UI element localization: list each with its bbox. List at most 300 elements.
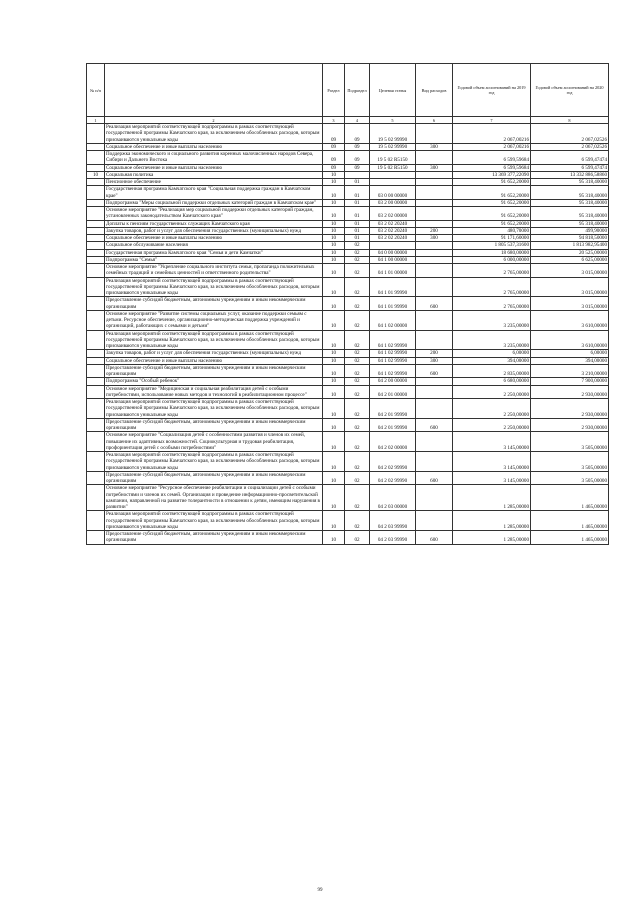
page-number: 99 — [317, 888, 323, 893]
cell-podrazdel: 02 — [345, 531, 370, 545]
cell-expense-type — [416, 385, 453, 399]
header-target-article: Целевая статья — [370, 64, 416, 117]
cell-razdel: 10 — [323, 399, 345, 419]
cell-number — [87, 378, 105, 385]
cell-target-article: 04 1 01 99990 — [370, 297, 416, 311]
table-row — [87, 330, 609, 350]
cell-number — [87, 297, 105, 311]
cell-name: Социальное обеспечение и иные выплаты населению — [105, 235, 323, 242]
cell-number — [87, 418, 105, 432]
cell-amount-2019: 3 235,00000 — [453, 330, 531, 350]
cell-razdel: 10 — [323, 199, 345, 206]
cell-expense-type — [416, 277, 453, 297]
cell-number — [87, 432, 105, 452]
cell-podrazdel: 02 — [345, 418, 370, 432]
cell-podrazdel: 02 — [345, 485, 370, 511]
cell-amount-2019: 91 652,20000 — [453, 220, 531, 227]
cell-amount-2020: 3 505,00000 — [531, 471, 609, 485]
table-row — [87, 432, 609, 452]
cell-target-article: 19 5 02 R5150 — [370, 164, 416, 171]
cell-number — [87, 364, 105, 378]
cell-number — [87, 385, 105, 399]
header-no: № п/п — [87, 64, 105, 117]
cell-expense-type: 600 — [416, 297, 453, 311]
cell-razdel: 09 — [323, 143, 345, 150]
cell-amount-2019: 3 145,00000 — [453, 471, 531, 485]
table-row — [87, 164, 609, 171]
cell-expense-type — [416, 485, 453, 511]
cell-number — [87, 124, 105, 144]
column-number: 8 — [531, 117, 609, 124]
table-row — [87, 124, 609, 144]
table-row — [87, 171, 609, 178]
cell-name: Социальное обеспечение и иные выплаты населению — [105, 357, 323, 364]
cell-expense-type — [416, 207, 453, 221]
cell-amount-2020: 3 015,00000 — [531, 264, 609, 278]
cell-expense-type — [416, 171, 453, 178]
cell-amount-2020: 3 505,00000 — [531, 452, 609, 472]
cell-target-article: 03 2 00 00000 — [370, 199, 416, 206]
table-row — [87, 179, 609, 186]
cell-podrazdel: 02 — [345, 310, 370, 330]
cell-amount-2020: 6,00000 — [531, 350, 609, 357]
cell-target-article: 04 1 02 99990 — [370, 350, 416, 357]
cell-podrazdel: 02 — [345, 249, 370, 256]
cell-amount-2019: 6 000,00000 — [453, 256, 531, 263]
cell-expense-type: 200 — [416, 350, 453, 357]
cell-razdel: 10 — [323, 235, 345, 242]
table-row — [87, 399, 609, 419]
cell-target-article: 03 2 02 20240 — [370, 220, 416, 227]
column-number-row — [87, 117, 609, 124]
cell-amount-2020: 3 505,00000 — [531, 432, 609, 452]
cell-target-article: 19 5 02 99990 — [370, 124, 416, 144]
cell-razdel: 10 — [323, 256, 345, 263]
cell-amount-2020: 2 930,00000 — [531, 399, 609, 419]
cell-expense-type — [416, 151, 453, 165]
column-number: 3 — [323, 117, 345, 124]
cell-razdel: 10 — [323, 310, 345, 330]
cell-number — [87, 143, 105, 150]
cell-expense-type — [416, 220, 453, 227]
cell-name: Основное мероприятие "Реализация мер социальной поддержки отдельных категорий граждан, установленных законодательством Камчатского края" — [105, 207, 323, 221]
cell-name: Подпрограмма "Меры социальной поддержки отдельных категорий граждан в Камчатском крае" — [105, 199, 323, 206]
cell-expense-type — [416, 399, 453, 419]
cell-expense-type: 600 — [416, 364, 453, 378]
table-row — [87, 350, 609, 357]
cell-name: Социальное обслуживание населения — [105, 242, 323, 249]
cell-number — [87, 471, 105, 485]
cell-number — [87, 452, 105, 472]
cell-number — [87, 485, 105, 511]
cell-amount-2019: 91 652,20000 — [453, 207, 531, 221]
table-row — [87, 297, 609, 311]
cell-name: Закупка товаров, работ и услуг для обеспечения государственных (муниципальных) нужд — [105, 227, 323, 234]
cell-number — [87, 357, 105, 364]
cell-target-article — [370, 179, 416, 186]
cell-target-article — [370, 171, 416, 178]
cell-name: Основное мероприятие "Укрепление социального института семьи, пропаганда положительных семейных традиций и семейных ценностей и ответственного родительства" — [105, 264, 323, 278]
cell-amount-2019: 2 067,00216 — [453, 124, 531, 144]
cell-target-article: 04 2 03 99990 — [370, 531, 416, 545]
cell-name: Предоставление субсидий бюджетным, автономным учреждениям и иным некоммерческим организациям — [105, 418, 323, 432]
cell-number — [87, 242, 105, 249]
cell-amount-2019: 6 599,59684 — [453, 151, 531, 165]
cell-name: Доплаты к пенсиям государственных служащих Камчатского края — [105, 220, 323, 227]
cell-amount-2019: 2 250,00000 — [453, 399, 531, 419]
cell-name: Реализация мероприятий соответствующей подпрограммы в рамках соответствующей государственной программы Камчатского края, за исключением обособленных расходов, которым присваиваются уникальные коды — [105, 277, 323, 297]
table-row — [87, 186, 609, 200]
cell-amount-2020: 2 930,00000 — [531, 418, 609, 432]
cell-amount-2020: 3 210,00000 — [531, 364, 609, 378]
cell-number — [87, 249, 105, 256]
cell-name: Реализация мероприятий соответствующей подпрограммы в рамках соответствующей государственной программы Камчатского края, за исключением обособленных расходов, которым присваиваются уникальные коды — [105, 330, 323, 350]
table-row — [87, 531, 609, 545]
cell-expense-type — [416, 179, 453, 186]
cell-amount-2019: 2 835,00000 — [453, 364, 531, 378]
cell-name: Основное мероприятие "Развитие системы социальных услуг, оказание поддержки семьям с детьми. Ресурсное обеспечение, организационно-методическая поддержка учреждений и организаций, работающих с семьями и детьми" — [105, 310, 323, 330]
table-row — [87, 235, 609, 242]
cell-amount-2019: 91 652,20000 — [453, 179, 531, 186]
cell-name: Основное мероприятие "Медицинская и социальная реабилитация детей с особыми потребностями, использование новых методов и технологий в реабилитационном процессе" — [105, 385, 323, 399]
cell-expense-type — [416, 310, 453, 330]
cell-target-article: 04 2 00 00000 — [370, 378, 416, 385]
cell-podrazdel: 02 — [345, 277, 370, 297]
cell-razdel: 10 — [323, 432, 345, 452]
cell-number — [87, 207, 105, 221]
cell-name: Реализация мероприятий соответствующей подпрограммы в рамках соответствующей государственной программы Камчатского края, за исключением обособленных расходов, которым присваиваются уникальные коды — [105, 124, 323, 144]
table-row — [87, 471, 609, 485]
cell-razdel: 10 — [323, 350, 345, 357]
cell-number — [87, 310, 105, 330]
cell-podrazdel: 02 — [345, 330, 370, 350]
cell-name: Предоставление субсидий бюджетным, автономным учреждениям и иным некоммерческим организациям — [105, 297, 323, 311]
cell-podrazdel: 01 — [345, 186, 370, 200]
cell-razdel: 10 — [323, 220, 345, 227]
cell-name: Подпрограмма "Семья" — [105, 256, 323, 263]
cell-amount-2020: 13 332 886,58860 — [531, 171, 609, 178]
table-row — [87, 264, 609, 278]
cell-expense-type — [416, 256, 453, 263]
cell-expense-type: 300 — [416, 357, 453, 364]
cell-amount-2020: 2 930,00000 — [531, 385, 609, 399]
cell-podrazdel: 01 — [345, 199, 370, 206]
cell-razdel: 10 — [323, 452, 345, 472]
cell-podrazdel: 09 — [345, 164, 370, 171]
table-row — [87, 207, 609, 221]
cell-podrazdel: 02 — [345, 399, 370, 419]
cell-razdel: 10 — [323, 249, 345, 256]
cell-expense-type — [416, 249, 453, 256]
cell-razdel: 10 — [323, 297, 345, 311]
cell-amount-2020: 1 465,00000 — [531, 531, 609, 545]
cell-amount-2020: 2 067,02526 — [531, 143, 609, 150]
cell-target-article: 04 1 01 00000 — [370, 264, 416, 278]
cell-number — [87, 179, 105, 186]
cell-target-article: 04 0 00 00000 — [370, 249, 416, 256]
table-row — [87, 143, 609, 150]
cell-amount-2020: 7 900,00000 — [531, 378, 609, 385]
cell-razdel: 10 — [323, 171, 345, 178]
cell-amount-2019: 91 652,20000 — [453, 199, 531, 206]
cell-amount-2020: 95 318,40000 — [531, 179, 609, 186]
cell-expense-type — [416, 452, 453, 472]
cell-amount-2019: 1 285,00000 — [453, 485, 531, 511]
cell-amount-2020: 6 599,47474 — [531, 151, 609, 165]
cell-number: 10 — [87, 171, 105, 178]
cell-amount-2020: 1 813 982,95400 — [531, 242, 609, 249]
cell-name: Реализация мероприятий соответствующей подпрограммы в рамках соответствующей государственной программы Камчатского края, за исключением обособленных расходов, которым присваиваются уникальные коды — [105, 511, 323, 531]
cell-name: Реализация мероприятий соответствующей подпрограммы в рамках соответствующей государственной программы Камчатского края, за исключением обособленных расходов, которым присваиваются уникальные коды — [105, 399, 323, 419]
cell-number — [87, 350, 105, 357]
cell-podrazdel: 02 — [345, 297, 370, 311]
cell-target-article: 04 1 02 00000 — [370, 310, 416, 330]
cell-podrazdel: 02 — [345, 432, 370, 452]
column-number: 2 — [105, 117, 323, 124]
cell-amount-2020: 3 015,00000 — [531, 277, 609, 297]
cell-razdel: 10 — [323, 471, 345, 485]
cell-amount-2019: 1 285,00000 — [453, 511, 531, 531]
cell-razdel: 10 — [323, 418, 345, 432]
cell-amount-2019: 91 171,60000 — [453, 235, 531, 242]
cell-number — [87, 256, 105, 263]
cell-amount-2020: 1 465,00000 — [531, 511, 609, 531]
cell-amount-2020: 20 525,00000 — [531, 249, 609, 256]
cell-amount-2020: 499,90000 — [531, 227, 609, 234]
cell-name: Предоставление субсидий бюджетным, автономным учреждениям и иным некоммерческим организациям — [105, 471, 323, 485]
cell-razdel: 10 — [323, 485, 345, 511]
cell-amount-2020: 3 015,00000 — [531, 297, 609, 311]
cell-number — [87, 235, 105, 242]
cell-name: Социальное обеспечение и иные выплаты населению — [105, 164, 323, 171]
cell-target-article: 04 1 02 99990 — [370, 330, 416, 350]
table-row — [87, 364, 609, 378]
cell-podrazdel: 02 — [345, 256, 370, 263]
budget-sheet — [86, 63, 608, 545]
cell-razdel: 10 — [323, 330, 345, 350]
cell-expense-type — [416, 242, 453, 249]
cell-expense-type — [416, 199, 453, 206]
cell-podrazdel: 01 — [345, 227, 370, 234]
cell-amount-2019: 3 145,00000 — [453, 432, 531, 452]
cell-razdel: 09 — [323, 164, 345, 171]
cell-amount-2019: 13 369 377,22090 — [453, 171, 531, 178]
cell-razdel: 10 — [323, 179, 345, 186]
cell-amount-2019: 6 599,59684 — [453, 164, 531, 171]
header-podrazdel: Подраздел — [345, 64, 370, 117]
table-row — [87, 511, 609, 531]
cell-podrazdel: 02 — [345, 385, 370, 399]
table-row — [87, 227, 609, 234]
cell-target-article: 19 5 02 R5150 — [370, 151, 416, 165]
header-razdel: Раздел — [323, 64, 345, 117]
table-row — [87, 220, 609, 227]
cell-podrazdel: 01 — [345, 207, 370, 221]
cell-expense-type — [416, 511, 453, 531]
cell-podrazdel: 02 — [345, 242, 370, 249]
cell-amount-2019: 18 680,00000 — [453, 249, 531, 256]
table-row — [87, 385, 609, 399]
cell-amount-2020: 6 599,47474 — [531, 164, 609, 171]
cell-amount-2020: 1 465,00000 — [531, 485, 609, 511]
cell-expense-type: 600 — [416, 471, 453, 485]
table-body — [87, 124, 609, 545]
cell-name: Закупка товаров, работ и услуг для обеспечения государственных (муниципальных) нужд — [105, 350, 323, 357]
cell-target-article: 03 2 02 20240 — [370, 227, 416, 234]
cell-razdel: 09 — [323, 151, 345, 165]
cell-number — [87, 227, 105, 234]
column-number: 5 — [370, 117, 416, 124]
cell-target-article: 04 2 02 00000 — [370, 432, 416, 452]
cell-razdel: 10 — [323, 364, 345, 378]
table-row — [87, 378, 609, 385]
cell-podrazdel: 02 — [345, 364, 370, 378]
cell-amount-2020: 3 610,00000 — [531, 310, 609, 330]
table-row — [87, 418, 609, 432]
header-expense-type: Вид расходов — [416, 64, 453, 117]
cell-target-article: 04 2 02 99990 — [370, 471, 416, 485]
table-row — [87, 357, 609, 364]
cell-amount-2019: 394,00000 — [453, 357, 531, 364]
cell-expense-type — [416, 264, 453, 278]
cell-razdel: 10 — [323, 227, 345, 234]
cell-name: Пенсионное обеспечение — [105, 179, 323, 186]
cell-expense-type: 600 — [416, 418, 453, 432]
column-number: 1 — [87, 117, 105, 124]
cell-number — [87, 151, 105, 165]
cell-target-article: 04 1 02 99990 — [370, 357, 416, 364]
cell-target-article: 03 0 00 00000 — [370, 186, 416, 200]
budget-table — [86, 63, 609, 545]
cell-target-article: 04 1 00 00000 — [370, 256, 416, 263]
cell-podrazdel: 02 — [345, 350, 370, 357]
cell-expense-type: 300 — [416, 164, 453, 171]
cell-razdel: 09 — [323, 124, 345, 144]
cell-name: Подпрограмма "Особый ребенок" — [105, 378, 323, 385]
cell-amount-2019: 2 067,00216 — [453, 143, 531, 150]
table-row — [87, 199, 609, 206]
cell-razdel: 10 — [323, 207, 345, 221]
cell-amount-2020: 95 318,40000 — [531, 199, 609, 206]
cell-target-article: 04 2 01 00000 — [370, 385, 416, 399]
header-row — [87, 64, 609, 117]
cell-number — [87, 511, 105, 531]
cell-number — [87, 277, 105, 297]
cell-number — [87, 220, 105, 227]
cell-target-article: 04 2 02 99990 — [370, 452, 416, 472]
cell-target-article: 04 2 01 99990 — [370, 418, 416, 432]
cell-name: Предоставление субсидий бюджетным, автономным учреждениям и иным некоммерческим организациям — [105, 531, 323, 545]
cell-amount-2019: 2 765,00000 — [453, 264, 531, 278]
cell-number — [87, 164, 105, 171]
cell-amount-2020: 95 318,40000 — [531, 186, 609, 200]
cell-number — [87, 399, 105, 419]
cell-razdel: 10 — [323, 186, 345, 200]
cell-amount-2020: 95 318,40000 — [531, 220, 609, 227]
cell-podrazdel: 09 — [345, 143, 370, 150]
cell-target-article: 03 2 02 00000 — [370, 207, 416, 221]
cell-razdel: 10 — [323, 385, 345, 399]
cell-name: Реализация мероприятий соответствующей подпрограммы в рамках соответствующей государственной программы Камчатского края, за исключением обособленных расходов, которым присваиваются уникальные коды — [105, 452, 323, 472]
cell-podrazdel: 02 — [345, 378, 370, 385]
cell-name: Социальное обеспечение и иные выплаты населению — [105, 143, 323, 150]
cell-razdel: 10 — [323, 378, 345, 385]
table-row — [87, 277, 609, 297]
cell-target-article: 19 5 02 99990 — [370, 143, 416, 150]
cell-expense-type — [416, 124, 453, 144]
cell-amount-2019: 2 250,00000 — [453, 418, 531, 432]
column-number: 7 — [453, 117, 531, 124]
cell-amount-2019: 6 680,00000 — [453, 378, 531, 385]
cell-razdel: 10 — [323, 242, 345, 249]
cell-expense-type — [416, 378, 453, 385]
cell-razdel: 10 — [323, 357, 345, 364]
cell-number — [87, 330, 105, 350]
cell-target-article: 04 2 03 00000 — [370, 485, 416, 511]
cell-amount-2020: 3 610,00000 — [531, 330, 609, 350]
cell-amount-2019: 2 765,00000 — [453, 277, 531, 297]
cell-razdel: 10 — [323, 531, 345, 545]
column-number: 6 — [416, 117, 453, 124]
cell-amount-2019: 1 285,00000 — [453, 531, 531, 545]
cell-name: Основное мероприятие "Ресурсное обеспечение реабилитации и социализации детей с особыми потребностями и членов их семей. Организация и проведение информационно-просветительской кампании, направленной на развитие толерантности в отношении к детям, имеющим нарушения в развитии" — [105, 485, 323, 511]
table-row — [87, 249, 609, 256]
cell-podrazdel: 02 — [345, 471, 370, 485]
header-amount-2020: Годовой объем ассигнований на 2020 год — [531, 64, 609, 117]
table-row — [87, 310, 609, 330]
cell-expense-type — [416, 330, 453, 350]
cell-amount-2019: 91 652,20000 — [453, 186, 531, 200]
cell-name: Государственная программа Камчатского края "Социальная поддержка граждан в Камчатском крае" — [105, 186, 323, 200]
header-amount-2019: Годовой объем ассигнований на 2019 год — [453, 64, 531, 117]
cell-name: Государственная программа Камчатского края "Семья и дети Камчатки" — [105, 249, 323, 256]
cell-amount-2019: 2 765,00000 — [453, 297, 531, 311]
cell-amount-2020: 394,00000 — [531, 357, 609, 364]
cell-target-article: 04 1 02 99990 — [370, 364, 416, 378]
cell-expense-type: 200 — [416, 227, 453, 234]
table-row — [87, 485, 609, 511]
cell-podrazdel: 01 — [345, 220, 370, 227]
cell-expense-type: 300 — [416, 143, 453, 150]
table-row — [87, 151, 609, 165]
cell-razdel: 10 — [323, 277, 345, 297]
cell-name: Поддержка экономического и социального развития коренных малочисленных народов Севера, Сибири и Дальнего Востока — [105, 151, 323, 165]
cell-number — [87, 186, 105, 200]
column-number: 4 — [345, 117, 370, 124]
cell-target-article: 04 2 03 99990 — [370, 511, 416, 531]
cell-amount-2019: 1 805 537,31600 — [453, 242, 531, 249]
table-row — [87, 242, 609, 249]
cell-name: Основное мероприятие "Социализация детей с особенностями развития и членов их семей, повышение их адаптивных возможностей. Социокультурная и трудовая реабилитация, профориентация детей с особыми потребностями" — [105, 432, 323, 452]
cell-amount-2019: 3 235,00000 — [453, 310, 531, 330]
cell-podrazdel: 02 — [345, 357, 370, 364]
cell-amount-2020: 6 625,00000 — [531, 256, 609, 263]
table-row — [87, 452, 609, 472]
cell-number — [87, 264, 105, 278]
cell-target-article: 04 1 01 99990 — [370, 277, 416, 297]
cell-amount-2019: 2 250,00000 — [453, 385, 531, 399]
header-name — [105, 64, 323, 117]
cell-podrazdel: 02 — [345, 511, 370, 531]
cell-number — [87, 199, 105, 206]
cell-amount-2019: 6,00000 — [453, 350, 531, 357]
cell-amount-2019: 3 145,00000 — [453, 452, 531, 472]
cell-number — [87, 531, 105, 545]
cell-amount-2019: 480,70000 — [453, 227, 531, 234]
cell-amount-2020: 94 818,50000 — [531, 235, 609, 242]
cell-target-article — [370, 242, 416, 249]
cell-target-article: 04 2 01 99990 — [370, 399, 416, 419]
